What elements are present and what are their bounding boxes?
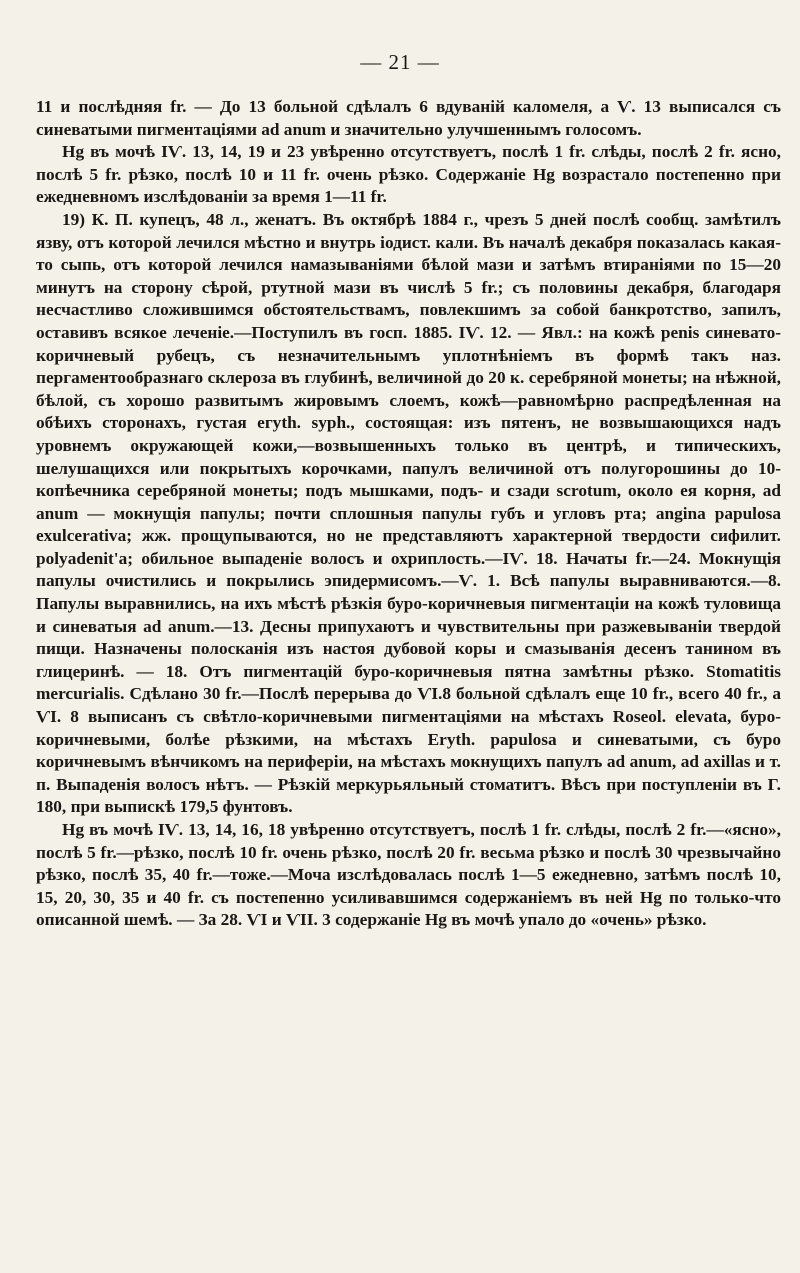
paragraph-discharge-note: 11 и послѣдняя fr. — До 13 больной сдѣлалъ 6 вдуваній каломеля, а Ѵ. 13 выписался съ синеватыми пигментаціями ad anum и значительно улучшеннымъ голосомъ. <box>36 97 781 139</box>
paragraph-case-19: 19) К. П. купецъ, 48 л., женатъ. Въ октябрѣ 1884 г., чрезъ 5 дней послѣ сообщ. замѣтилъ язву, отъ которой лечился мѣстно и внутрь іодист. кали. Въ началѣ декабря показалась какая-то сыпь, отъ которой лечился намазываніями бѣлой мази и затѣмъ втираніями по 15—20 минутъ на сторону сѣрой, ртутной мази въ числѣ 5 fr.; съ половины декабря, благодаря несчастливо сложившимся обстоятельствамъ, повлекшимъ за собой банкротство, запилъ, оставивъ всякое леченіе.—Поступилъ въ госп. 1885. IѴ. 12. — Явл.: на кожѣ penis синевато-коричневый рубецъ, съ незначительнымъ уплотнѣніемъ въ формѣ такъ наз. пергаментообразнаго склероза въ глубинѣ, величиной до 20 к. серебряной монеты; на нѣжной, бѣлой, съ хорошо развитымъ жировымъ слоемъ, кожѣ—равномѣрно распредѣленная на обѣихъ сторонахъ, густая егуth. syph., состоящая: изъ пятенъ, не возвышающихся надъ уровнемъ окружающей кожи,—возвышенныхъ только въ центрѣ, и типическихъ, шелушащихся или покрытыхъ корочками, папулъ величиной отъ полугорошины до 10-копѣечника серебряной монеты; подъ мышками, подъ- и сзади scrotum, около ея корня, ad anum — мокнущія папулы; почти сплошныя папулы губъ и угловъ рта; angina papulosa exulcerativa; жж. прощупываются, но не представляютъ характерной твердости сифилит. polyadenit'а; обильное выпаденіе волосъ и охриплость.—IѴ. 18. Начаты fr.—24. Мокнущія папулы очистились и покрылись эпидермисомъ.—Ѵ. 1. Всѣ папулы выравниваются.—8. Папулы выравнились, на ихъ мѣстѣ рѣзкія буро-коричневыя пигментаціи на кожѣ туловища и синеватыя ad anum.—13. Десны припухаютъ и чувствительны при разжевываніи твердой пищи. Назначены полосканія изъ настоя дубовой коры и смазыванія десенъ танином въ глицеринѣ. — 18. Отъ пигментацій буро-коричневыя пятна замѣтны рѣзко. Stomatitis mercurialis. Сдѣлано 30 fr.—Послѣ перерыва до ѴI.8 больной сдѣлалъ еще 10 fr., всего 40 fr., а ѴI. 8 выписанъ съ свѣтло-коричневыми пигментаціями на мѣстахъ Roseol. elevata, буро-коричневыми, болѣе рѣзкими, на мѣстахъ Erуth. papulosa и синеватыми, съ буро коричневымъ вѣнчикомъ на периферіи, на мѣстахъ мокнущихъ папулъ ad anum, ad axillas и т. п. Выпаденія волосъ нѣтъ. — Рѣзкій меркурьяльный стоматитъ. Вѣсъ при поступленіи въ Г. 180, при выпискѣ 179,5 фунтовъ. <box>36 209 781 817</box>
paragraph-mercury-urine-case-19: Hg въ мочѣ IѴ. 13, 14, 16, 18 увѣренно отсутствуетъ, послѣ 1 fr. слѣды, послѣ 2 fr.—«ясно», послѣ 5 fr.—рѣзко, послѣ 10 fr. очень рѣзко, послѣ 20 fr. весьма рѣзко и послѣ 30 чрезвычайно рѣзко, послѣ 35, 40 fr.—тоже.—Моча изслѣдовалась послѣ 1—5 ежедневно, затѣмъ послѣ 10, 15, 20, 30, 35 и 40 fr. съ постепенно усиливавшимся содержаніемъ въ ней Hg по только-что описанной шемѣ. — За 28. ѴI и ѴII. 3 содержаніе Hg въ мочѣ упало до «очень» рѣзко. <box>36 820 781 930</box>
paragraph-mercury-urine-summary: Hg въ мочѣ IѴ. 13, 14, 19 и 23 увѣренно отсутствуетъ, послѣ 1 fr. слѣды, послѣ 2 fr. ясно, послѣ 5 fr. рѣзко, послѣ 10 и 11 fr. очень рѣзко. Содержаніе Hg возрастало постепенно при ежедневномъ изслѣдованіи за время 1—11 fr. <box>36 142 781 207</box>
body-text <box>36 96 781 932</box>
page-number: — 21 — <box>360 50 440 74</box>
